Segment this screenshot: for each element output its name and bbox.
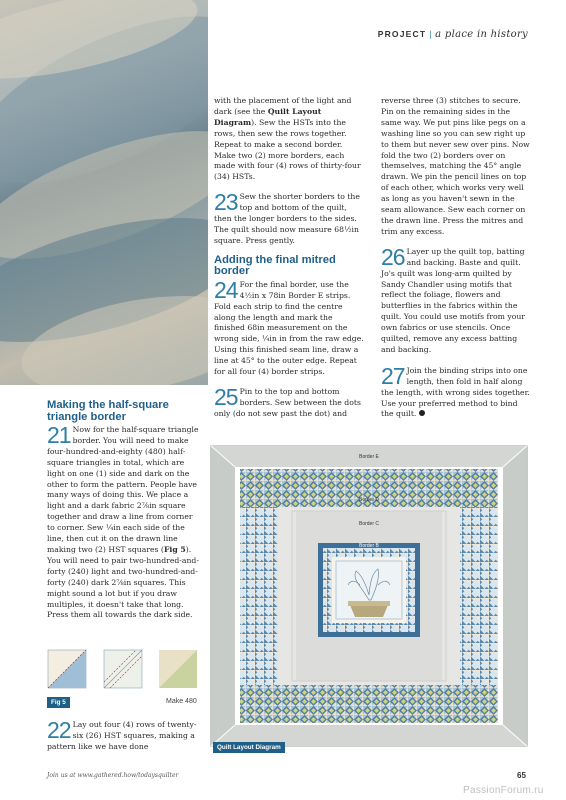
step-number: 27 xyxy=(381,362,405,389)
header-separator: | xyxy=(429,30,433,40)
step-21 xyxy=(47,422,199,621)
label-border-c: Border C xyxy=(358,521,380,527)
step-text: Pin to the top and bottom borders. Sew between the dots only (do not sew past the dot) and xyxy=(214,386,361,418)
step-text: Join the binding strips into one length, then fold in half along the length, with wrong sides together. Use your preferred method to bind the quilt. xyxy=(381,365,530,419)
middle-column xyxy=(214,96,364,420)
step-text: Lay out four (4) rows of twenty-six (26) HST squares, making a pattern like we have done xyxy=(47,720,197,751)
end-mark-icon xyxy=(419,410,425,416)
header-title: a place in history xyxy=(435,29,528,40)
step-number: 23 xyxy=(214,189,238,216)
step-number: 22 xyxy=(47,717,71,743)
label-border-b: Border B xyxy=(359,543,379,549)
center-panel xyxy=(332,557,406,623)
step-26 xyxy=(381,243,531,356)
step-25 xyxy=(214,383,364,420)
step-number: 21 xyxy=(47,422,71,448)
step-23 xyxy=(214,189,364,247)
page-header xyxy=(378,29,528,40)
step-number: 24 xyxy=(214,276,238,303)
fig-5-label: Fig 5 xyxy=(47,697,70,708)
fig-5-diagram xyxy=(47,649,197,693)
step-27 xyxy=(381,362,531,421)
left-column-bottom xyxy=(47,717,199,753)
hst-finished-square xyxy=(159,650,197,688)
left-column xyxy=(47,400,199,621)
step-text: For the final border, use the 4½in x 78in Border E strips. Fold each strip to find the centre along the length and mark the finished 68in measurement on the wrong side, ¼in in from the raw edge. Using this finished seam line, draw a line at 45° to the outer edge. Repeat for all four (4) border strips. xyxy=(214,279,364,377)
figure-reference: Fig 5 xyxy=(163,544,186,554)
page-number: 65 xyxy=(517,771,526,780)
section-heading-hst: Making the half-square triangle border xyxy=(47,399,169,423)
step-text: Layer up the quilt top, batting and backing. Baste and quilt. Jo's quilt was long-arm quilted by Sandy Chandler using motifs that reflect the foliage, flowers and butterflies in the fabrics within the quilt. You could use motifs from your own fabrics or use stencils. Once quilted, remove any excess batting and backing. xyxy=(381,246,525,354)
label-border-e: Border E xyxy=(359,454,379,460)
label-border-d: Border D xyxy=(358,497,380,503)
hst-pair-square xyxy=(48,650,86,688)
right-column xyxy=(381,96,531,420)
hst-stitch-lines xyxy=(104,650,142,688)
diagram-caption: Quilt Layout Diagram xyxy=(213,742,285,753)
step-25-continued: reverse three (3) stitches to secure. Pin on the remaining sides in the same way. We put pins like pegs on a washing line so you can sew right up to them but never sew over pins. Now fold the two (2) borders over on themselves, matching the 45° angle drawn. We pin the pencil lines on top of each other, which works very well as long as you haven't sewn in the seam allowance. Sew each corner on the drawn line. Press the mitres and trim any excess. xyxy=(381,96,530,236)
step-24 xyxy=(214,276,364,378)
step-22 xyxy=(47,717,199,753)
quilt-layout-diagram xyxy=(210,445,528,747)
step-text: Sew the shorter borders to the top and bottom of the quilt, then the longer borders to the sides. The quilt should now measure 68½in square. Press gently. xyxy=(214,192,360,245)
step-text-end: ). You will need to pair two-hundred-and-forty (240) light and two-hundred-and-forty (240) dark 2⅞in squares. This might sound a lot but if you draw multiples, it doesn't take that long. Press them all towards the dark side. xyxy=(47,544,199,620)
step-number: 26 xyxy=(381,243,405,270)
watermark: PassionForum.ru xyxy=(463,785,544,796)
section-label: PROJECT xyxy=(377,29,427,39)
step-text: Now for the half-square triangle border. You will need to make four-hundred-and-eighty (480) half-square triangles in total, which are light on one (1) side and dark on the other to form the pattern. People have many ways of doing this. We place a light and a dark fabric 2⅞in square together and draw a line from corner to corner. Sew ¼in each side of the line, then cut it on the drawn line making two (2) HST squares ( xyxy=(47,425,199,554)
fig-5-make-count: Make 480 xyxy=(166,698,197,705)
section-heading-mitred: Adding the final mitred border xyxy=(214,253,336,278)
diagram-reference: Quilt Layout Diagram xyxy=(214,106,322,127)
quilt-photo xyxy=(0,0,208,385)
footer-website: Join us at www.gathered.how/todaysquilter xyxy=(47,772,179,779)
step-22-continued: with the placement of the light and dark (see the Quilt Layout Diagram). Sew the HSTs into the rows, then sew the rows together. Repeat to make a second border. Make two (2) more borders, each made with four (4) rows of thirty-four (34) HSTs. xyxy=(214,96,361,182)
step-number: 25 xyxy=(214,383,238,410)
